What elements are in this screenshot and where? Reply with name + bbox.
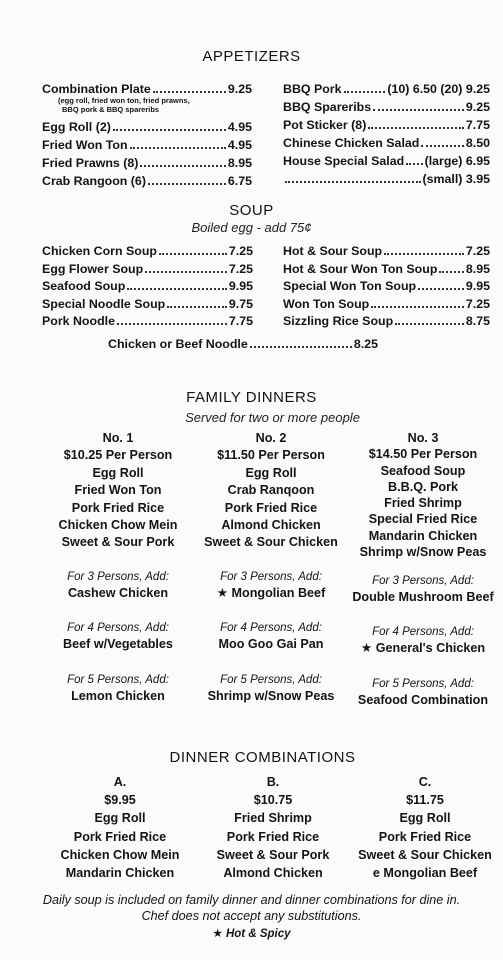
addition-label: For 4 Persons, Add: bbox=[372, 626, 474, 638]
column-line: $10.75 bbox=[253, 793, 293, 808]
item-price: (10) 6.50 (20) 9.25 bbox=[387, 82, 490, 96]
item-price: 8.95 bbox=[227, 156, 252, 170]
column-line: Pork Fried Rice bbox=[378, 829, 472, 844]
item-name: Special Won Ton Soup bbox=[283, 279, 417, 293]
item-name: Hot & Sour Won Ton Soup bbox=[283, 261, 438, 276]
column-heading: No. 2 bbox=[255, 431, 287, 445]
item-name: Pork Noodle bbox=[42, 314, 115, 328]
column-line: Sweet & Sour Chicken bbox=[204, 535, 338, 550]
item-price: 7.75 bbox=[228, 314, 253, 328]
item-name: Chinese Chicken Salad bbox=[283, 136, 420, 150]
item-name: Crab Rangoon (6) bbox=[42, 174, 146, 188]
item-price: 7.25 bbox=[228, 244, 253, 258]
item-price: 8.95 bbox=[465, 261, 490, 276]
menu-item bbox=[283, 136, 490, 154]
dot-leader bbox=[153, 90, 226, 93]
dot-leader bbox=[371, 305, 464, 308]
item-price: 7.25 bbox=[465, 244, 490, 258]
dot-leader bbox=[148, 182, 226, 185]
column-line: e Mongolian Beef bbox=[372, 866, 478, 881]
dot-leader bbox=[285, 180, 421, 183]
item-price: (small) 3.95 bbox=[422, 172, 490, 186]
family-dinners-subtitle: Served for two or more people bbox=[185, 410, 360, 425]
addition-dish: Cashew Chicken bbox=[67, 586, 169, 600]
item-name: Combination Plate bbox=[42, 82, 151, 96]
item-name: Chicken Corn Soup bbox=[42, 244, 157, 258]
column-line: Egg Roll bbox=[92, 465, 144, 480]
item-price: 9.25 bbox=[227, 82, 252, 96]
column-line: $14.50 Per Person bbox=[368, 447, 478, 462]
menu-column bbox=[350, 773, 500, 882]
column-line: Egg Roll bbox=[399, 811, 451, 826]
item-name: Chicken or Beef Noodle bbox=[108, 337, 248, 351]
item-price: 4.95 bbox=[227, 138, 252, 152]
item-name: Special Noodle Soup bbox=[42, 296, 166, 311]
menu-item bbox=[283, 262, 490, 280]
addition-label: For 5 Persons, Add: bbox=[220, 674, 322, 686]
item-price: (large) 6.95 bbox=[424, 154, 490, 168]
addition-dish: Double Mushroom Beef bbox=[352, 590, 494, 604]
column-heading: No. 1 bbox=[102, 431, 134, 445]
menu-column bbox=[198, 773, 348, 882]
column-line: Pork Fried Rice bbox=[73, 829, 167, 844]
item-name: Egg Roll (2) bbox=[42, 120, 111, 134]
menu-column bbox=[45, 773, 195, 882]
column-line: Fried Shrimp bbox=[234, 811, 312, 826]
column-line: Almond Chicken bbox=[223, 866, 323, 881]
menu-item bbox=[42, 156, 252, 174]
menu-item bbox=[283, 118, 490, 136]
dot-leader bbox=[127, 287, 227, 290]
combination-note-line1: (egg roll, fried won ton, fried prawns, bbox=[58, 96, 190, 105]
column-line: Almond Chicken bbox=[221, 518, 321, 533]
addition-label: For 5 Persons, Add: bbox=[372, 678, 474, 690]
column-line: Shrimp w/Snow Peas bbox=[359, 545, 487, 560]
menu-item bbox=[283, 244, 490, 262]
column-heading: B. bbox=[266, 775, 280, 789]
column-line: Crab Ranqoon bbox=[227, 483, 315, 498]
addition-label: For 5 Persons, Add: bbox=[67, 674, 169, 686]
menu-item bbox=[42, 262, 253, 280]
family-addition bbox=[343, 677, 503, 709]
column-heading: A. bbox=[113, 775, 127, 789]
item-name: Sizzling Rice Soup bbox=[283, 314, 394, 328]
menu-column bbox=[348, 430, 498, 560]
item-price: 9.75 bbox=[228, 296, 253, 311]
item-name: Egg Flower Soup bbox=[42, 261, 144, 276]
item-name: Fried Won Ton bbox=[42, 138, 128, 152]
menu-item bbox=[42, 279, 253, 297]
addition-dish: ★ General's Chicken bbox=[360, 641, 486, 655]
addition-label: For 4 Persons, Add: bbox=[67, 622, 169, 634]
column-line: Fried Won Ton bbox=[74, 483, 162, 498]
addition-dish: ★ Mongolian Beef bbox=[216, 586, 326, 600]
hot-spicy-legend: ★ Hot & Spicy bbox=[212, 928, 291, 940]
column-line: Sweet & Sour Pork bbox=[61, 535, 175, 550]
family-addition bbox=[343, 574, 503, 606]
dot-leader bbox=[418, 287, 464, 290]
item-price: 9.25 bbox=[465, 100, 490, 114]
item-price: 7.25 bbox=[465, 296, 490, 311]
dot-leader bbox=[145, 270, 227, 273]
addition-dish: Moo Goo Gai Pan bbox=[218, 637, 324, 651]
family-addition bbox=[38, 621, 198, 653]
noodle-item bbox=[108, 337, 378, 355]
dot-leader bbox=[373, 108, 464, 111]
soup-subtitle: Boiled egg - add 75¢ bbox=[191, 220, 312, 235]
combination-note-line2: BBQ pork & BBQ spareribs bbox=[62, 105, 160, 114]
dot-leader bbox=[250, 345, 352, 348]
dot-leader bbox=[439, 270, 463, 273]
menu-item bbox=[42, 174, 252, 192]
menu-item bbox=[283, 314, 490, 332]
menu-item bbox=[42, 297, 253, 315]
item-name: Won Ton Soup bbox=[283, 296, 370, 311]
column-line: $11.75 bbox=[406, 793, 444, 808]
dot-leader bbox=[384, 252, 464, 255]
dot-leader bbox=[395, 322, 464, 325]
addition-label: For 3 Persons, Add: bbox=[372, 575, 474, 587]
column-line: Chicken Chow Mein bbox=[60, 847, 180, 862]
menu-column bbox=[196, 430, 346, 552]
item-name: Hot & Sour Soup bbox=[283, 244, 383, 258]
family-addition bbox=[191, 621, 351, 653]
item-name: Seafood Soup bbox=[42, 279, 126, 293]
item-price: 8.50 bbox=[465, 136, 490, 150]
footer-note-2: Chef does not accept any substitutions. bbox=[141, 909, 362, 923]
menu-item bbox=[42, 314, 253, 332]
item-price: 8.25 bbox=[353, 337, 378, 351]
dot-leader bbox=[421, 144, 464, 147]
family-addition bbox=[38, 673, 198, 705]
addition-dish: Beef w/Vegetables bbox=[63, 637, 173, 651]
column-heading: C. bbox=[418, 775, 432, 789]
dot-leader bbox=[344, 90, 386, 93]
menu-item bbox=[42, 244, 253, 262]
addition-label: For 3 Persons, Add: bbox=[67, 571, 169, 583]
dot-leader bbox=[368, 126, 464, 129]
column-line: Pork Fried Rice bbox=[226, 829, 320, 844]
dot-leader bbox=[159, 252, 227, 255]
column-line: Pork Fried Rice bbox=[71, 500, 165, 515]
column-line: Special Fried Rice bbox=[368, 512, 478, 527]
dot-leader bbox=[113, 128, 226, 131]
item-name: House Special Salad bbox=[283, 154, 405, 168]
column-line: Egg Roll bbox=[94, 811, 146, 826]
item-name: Fried Prawns (8) bbox=[42, 156, 139, 170]
menu-item bbox=[283, 297, 490, 315]
appetizers-heading: APPETIZERS bbox=[202, 48, 301, 65]
column-line: $11.50 Per Person bbox=[217, 448, 325, 463]
menu-item bbox=[283, 82, 490, 100]
family-addition bbox=[38, 570, 198, 602]
item-price: 9.95 bbox=[228, 279, 253, 293]
dot-leader bbox=[167, 305, 227, 308]
column-line: $9.95 bbox=[104, 793, 136, 808]
item-price: 4.95 bbox=[227, 120, 252, 134]
addition-dish: Lemon Chicken bbox=[71, 689, 165, 703]
column-line: Sweet & Sour Chicken bbox=[358, 847, 492, 862]
dot-leader bbox=[130, 146, 226, 149]
item-name: BBQ Spareribs bbox=[283, 100, 372, 114]
menu-item bbox=[42, 120, 252, 138]
item-price: 7.25 bbox=[228, 261, 253, 276]
item-price: 9.95 bbox=[465, 279, 490, 293]
soup-heading: SOUP bbox=[229, 202, 274, 219]
family-addition bbox=[343, 625, 503, 657]
family-dinners-heading: FAMILY DINNERS bbox=[186, 389, 317, 406]
column-line: Chicken Chow Mein bbox=[58, 518, 178, 533]
addition-label: For 3 Persons, Add: bbox=[220, 571, 322, 583]
dot-leader bbox=[140, 164, 225, 167]
column-line: Mandarin Chicken bbox=[65, 866, 175, 881]
menu-item bbox=[283, 100, 490, 118]
item-name: BBQ Pork bbox=[283, 82, 342, 96]
family-addition bbox=[191, 570, 351, 602]
item-price: 7.75 bbox=[465, 118, 490, 132]
item-price: 8.75 bbox=[465, 314, 490, 328]
addition-dish: Seafood Combination bbox=[357, 693, 489, 707]
menu-item bbox=[283, 154, 490, 172]
column-line: Egg Roll bbox=[245, 465, 297, 480]
footer-note-1: Daily soup is included on family dinner and dinner combinations for dine in. bbox=[42, 893, 461, 907]
column-heading: No. 3 bbox=[407, 431, 439, 445]
addition-dish: Shrimp w/Snow Peas bbox=[207, 689, 335, 703]
menu-column bbox=[43, 430, 193, 552]
dot-leader bbox=[117, 322, 227, 325]
column-line: Pork Fried Rice bbox=[224, 500, 318, 515]
dinner-combinations-heading: DINNER COMBINATIONS bbox=[169, 749, 356, 766]
column-line: Seafood Soup bbox=[380, 463, 466, 478]
column-line: Sweet & Sour Pork bbox=[216, 847, 330, 862]
menu-item bbox=[283, 172, 490, 190]
column-line: Mandarin Chicken bbox=[368, 528, 478, 543]
item-price: 6.75 bbox=[227, 174, 252, 188]
item-name: Pot Sticker (8) bbox=[283, 118, 367, 132]
column-line: $10.25 Per Person bbox=[63, 448, 173, 463]
menu-item bbox=[42, 138, 252, 156]
menu-item bbox=[283, 279, 490, 297]
dot-leader bbox=[406, 162, 422, 165]
family-addition bbox=[191, 673, 351, 705]
column-line: B.B.Q. Pork bbox=[388, 479, 458, 494]
column-line: Fried Shrimp bbox=[384, 496, 462, 511]
addition-label: For 4 Persons, Add: bbox=[220, 622, 322, 634]
